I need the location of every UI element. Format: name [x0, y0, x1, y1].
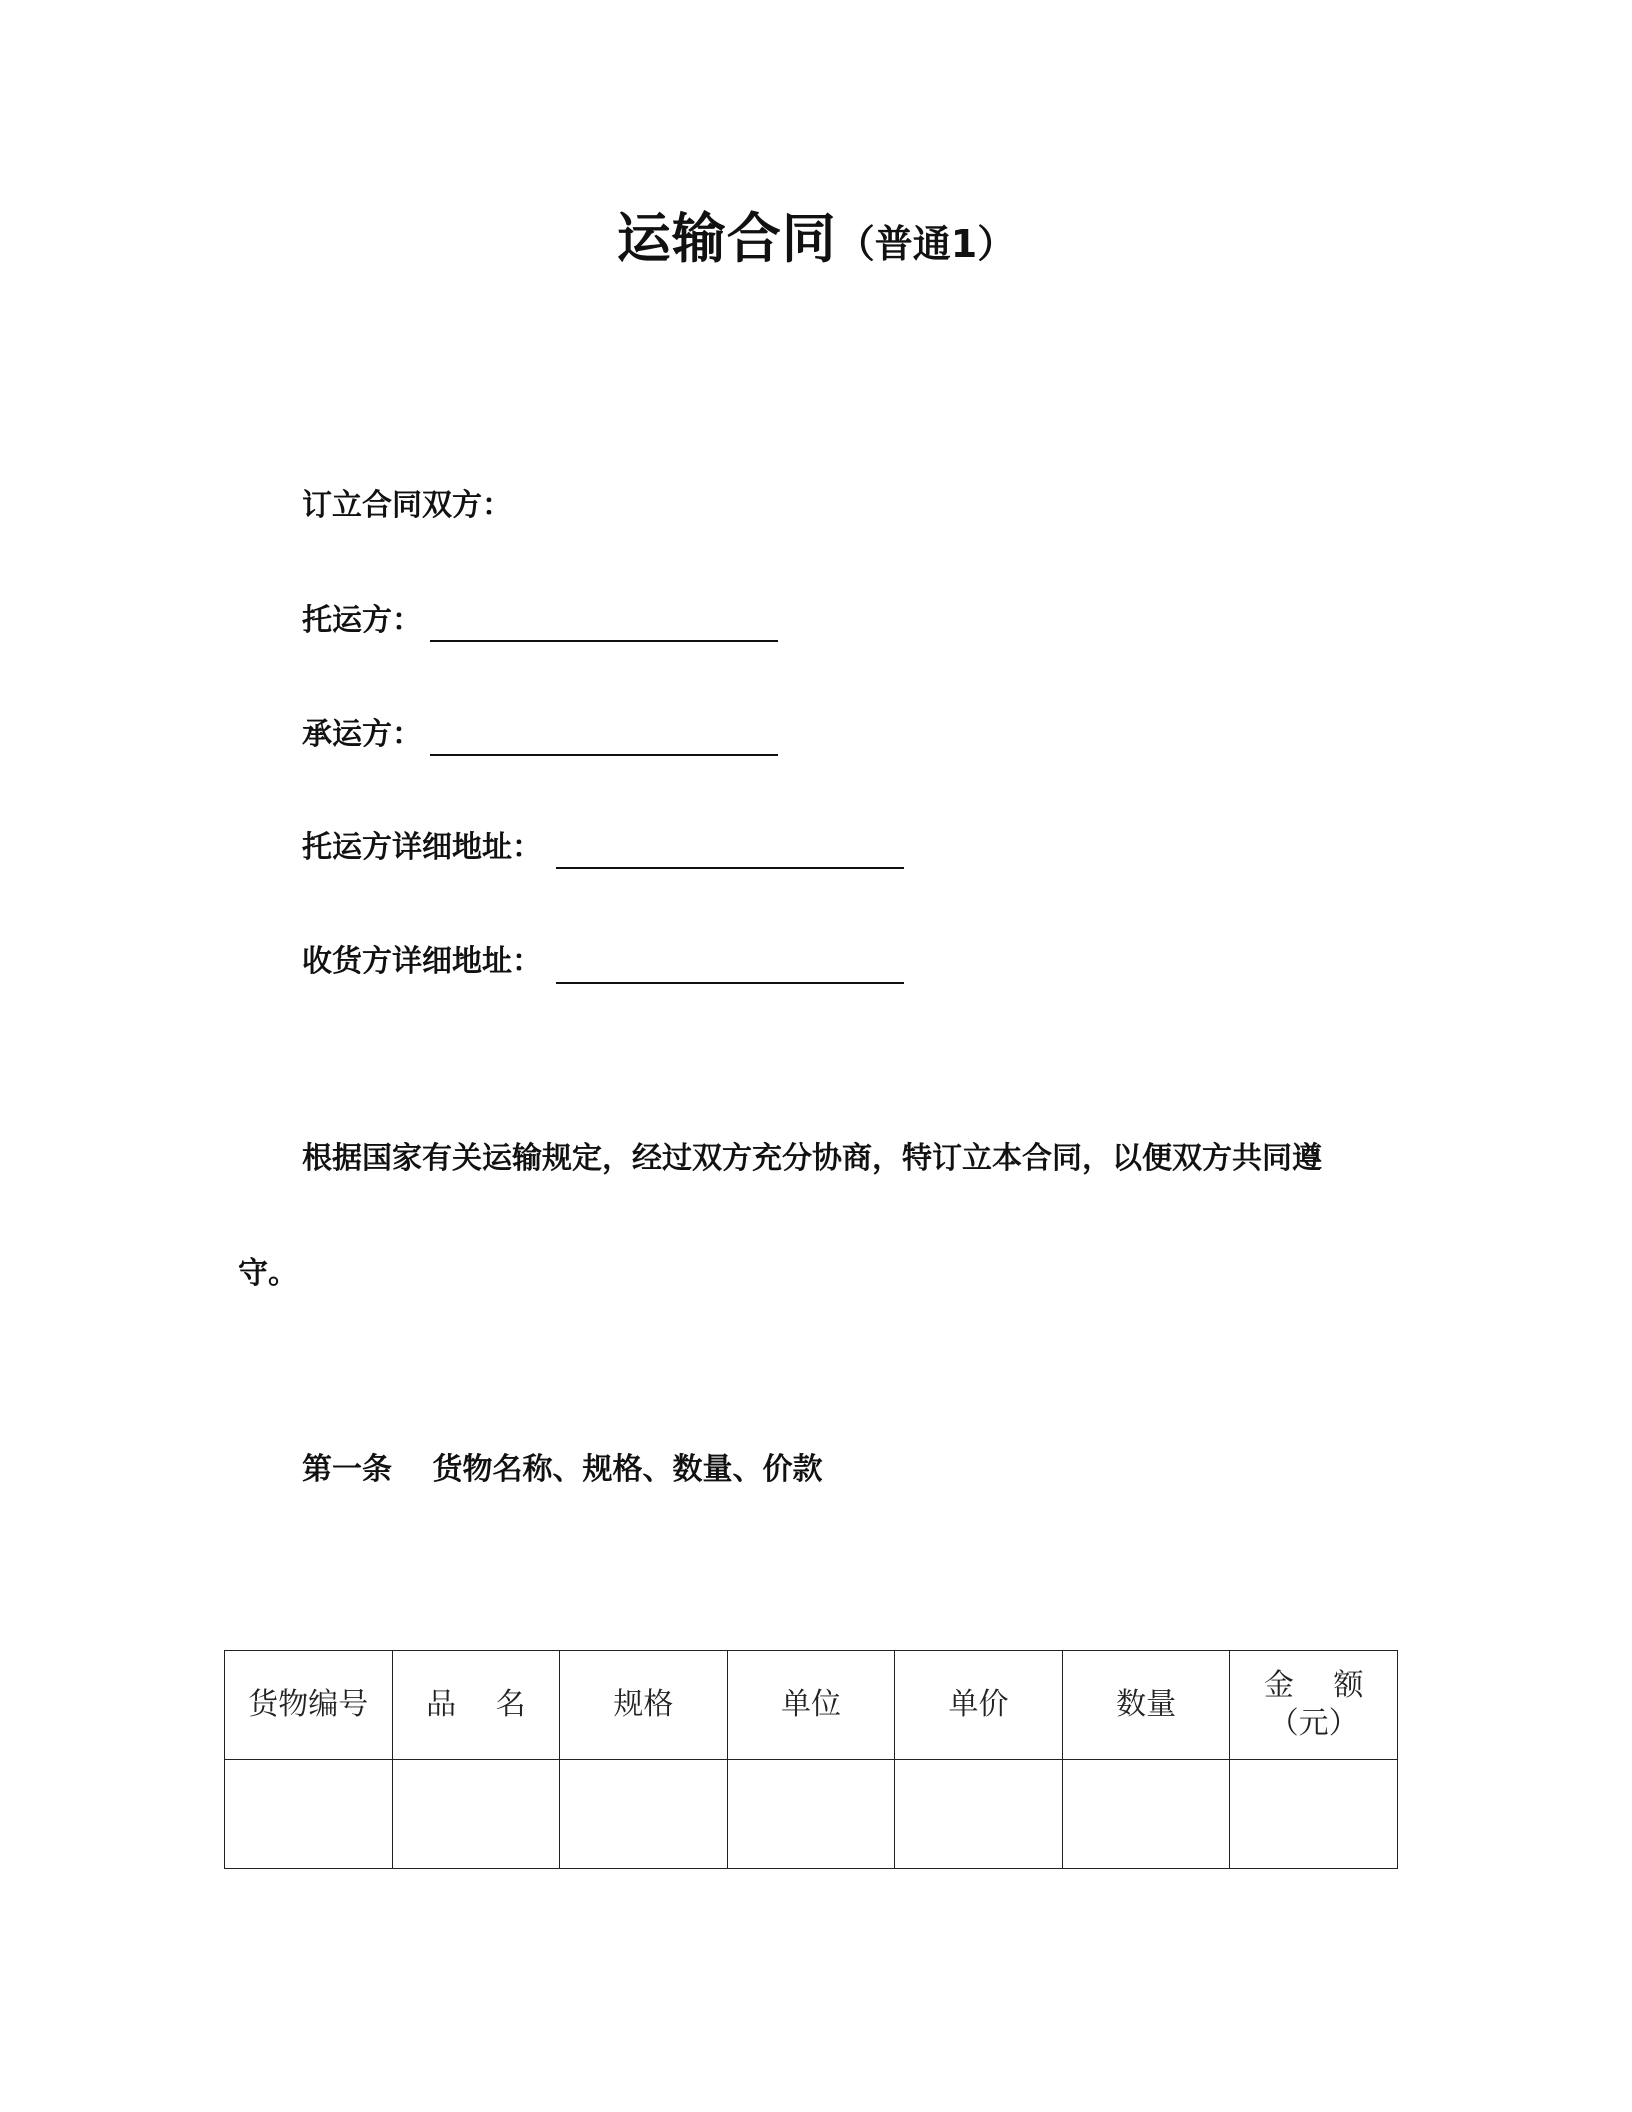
carrier-label: 承运方： [302, 717, 422, 752]
table-row [225, 1760, 1398, 1869]
header-quantity: 数量 [1062, 1651, 1230, 1760]
shipper-label: 托运方： [302, 603, 422, 638]
cell-unit-price[interactable] [895, 1760, 1063, 1869]
header-amount-line-1: 金 额 [1263, 1668, 1364, 1703]
document-title [0, 196, 1632, 273]
cell-goods-number[interactable] [225, 1760, 393, 1869]
header-product-name: 品 名 [392, 1651, 560, 1760]
preamble-line-2: 守。 [238, 1256, 298, 1291]
title-main: 运输合同 [616, 207, 837, 270]
header-amount [1230, 1651, 1398, 1760]
cell-product-name[interactable] [392, 1760, 560, 1869]
header-specification: 规格 [560, 1651, 728, 1760]
shipper-address-label: 托运方详细地址： [302, 830, 542, 865]
parties-heading: 订立合同双方： [302, 488, 512, 523]
consignee-address-label: 收货方详细地址： [302, 944, 542, 979]
cell-specification[interactable] [560, 1760, 728, 1869]
cell-amount[interactable] [1230, 1760, 1398, 1869]
header-amount-line-2: （元） [1268, 1706, 1359, 1741]
consignee-address-blank-line[interactable] [556, 982, 904, 984]
header-unit: 单位 [727, 1651, 895, 1760]
cell-quantity[interactable] [1062, 1760, 1230, 1869]
cell-unit[interactable] [727, 1760, 895, 1869]
shipper-blank-line[interactable] [430, 640, 778, 642]
header-unit-price: 单价 [895, 1651, 1063, 1760]
table-header-row [225, 1651, 1398, 1760]
shipper-address-blank-line[interactable] [556, 867, 904, 869]
goods-table [224, 1650, 1398, 1869]
header-goods-number: 货物编号 [225, 1651, 393, 1760]
article-1-heading: 第一条 货物名称、规格、数量、价款 [302, 1452, 823, 1487]
title-suffix: （普通1） [836, 222, 1016, 266]
carrier-blank-line[interactable] [430, 754, 778, 756]
preamble-line-1: 根据国家有关运输规定，经过双方充分协商，特订立本合同，以便双方共同遵 [302, 1141, 1322, 1176]
